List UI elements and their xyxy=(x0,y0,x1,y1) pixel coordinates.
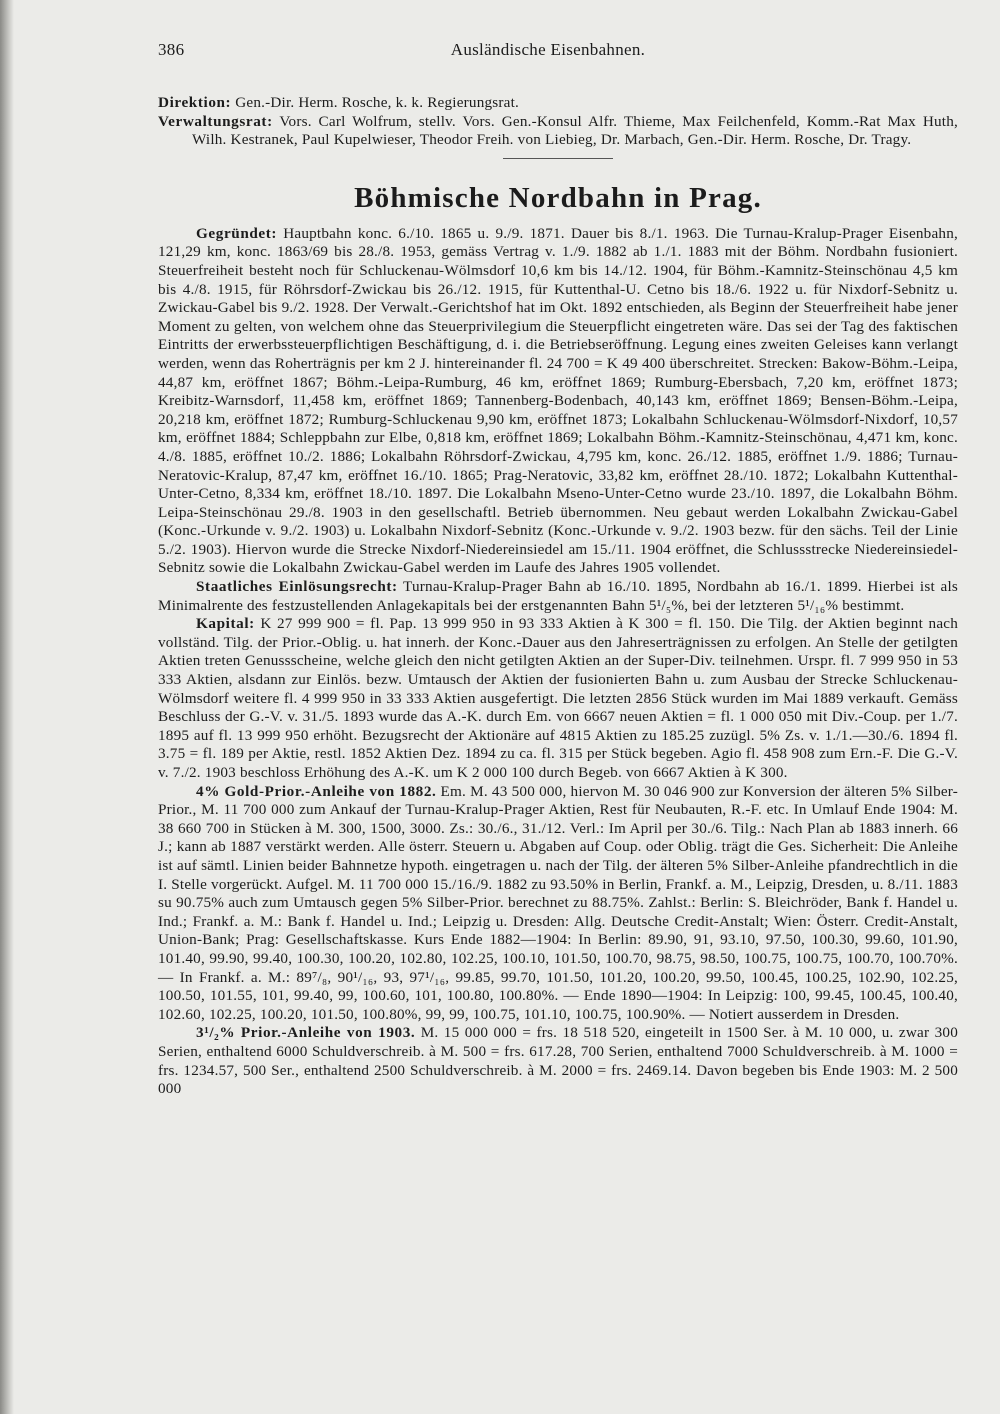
einloesung-label: Staatliches Einlösungsrecht: xyxy=(196,578,398,596)
gold-prior-text: Em. M. 43 500 000, hiervon M. 30 046 900 zur Konversion der älteren 5% Silber-Prior., M. 11 700 000 zum Ankauf der Turnau-Kralup-Prager Aktien, Rest für Neubauten, R.-F. etc. In Umlauf Ende 1904: M. 38 660 700 in Stücken à M. 300, 1500, 3000. Zs.: 30./6., 31./12. Verl.: Im April per 30./6. Tilg.: Nach Plan ab 1883 innerh. 66 J.; kann ab 1887 verstärkt werden. Alle österr. Steuern u. Abgaben auf Coup. oder Oblig. trägt die Ges. Sicherheit: Die Anleihe ist auf sämtl. Linien beider Bahnnetze hypoth. eingetragen u. nach der Tilg. der älteren 5% Silber-Anleihe pfandrechtlich in die I. Stelle vorgerückt. Aufgel. M. 11 700 000 15./16./9. 1882 zu 93.50% in Berlin, Frankf. a. M., Leipzig, Dresden, u. 8./11. 1883 su 90.75% auch zum Umtausch gegen 5% Silber-Prior. berechnet zu 88.75%. Zahlst.: Berlin: S. Bleichröder, Bank f. Handel u. Ind.; Frankf. a. M.: Bank f. Handel u. Ind.; Leipzig u. Dresden: Allg. Deutsche Credit-Anstalt; Wien: Österr. Credit-Anstalt, Union-Bank; Prag: Gesellschaftskasse. Kurs Ende 1882—1904: In Berlin: 89.90, 91, 93.10, 97.50, 100.30, 99.60, 101.90, 101.40, 99.90, 99.40, 100.30, 100.20, 102.80, 102.25, 100.10, 101.50, 100.70, 98.75, 98.50, 100.75, 100.75, 100.70, 100.70%. — In Frankf. a. M.: 89⁷/₈, 90¹/₁₆, 93, 97¹/₁₆, 99.85, 99.70, 101.50, 101.20, 100.20, 99.50, 100.45, 100.25, 102.90, 102.25, 100.50, 101.55, 101, 99.40, 99, 100.60, 101, 100.80, 100.80%. — Ende 1890—1904: In Leipzig: 100, 99.45, 100.45, 100.40, 102.60, 102.25, 100.20, 101.50, 100.80%, 99, 99, 100.75, 101.10, 100.75, 100.90%. — Notiert ausserdem in Dresden. xyxy=(158,782,959,1023)
verwaltungsrat-paragraph xyxy=(158,113,958,150)
einloesung-paragraph xyxy=(158,578,958,615)
page xyxy=(158,40,958,1099)
gegruendet-text: Hauptbahn konc. 6./10. 1865 u. 9./9. 1871. Dauer bis 8./1. 1963. Die Turnau-Kralup-Prager Eisenbahn, 121,29 km, konc. 1863/69 bis 28./8. 1953, gemäss Vertrag v. 1./9. 1882 ab 1./1. 1883 mit der Böhm. Nordbahn fusioniert. Steuerfreiheit besteht noch für Schluckenau-Wölmsdorf 10,6 km bis 14./12. 1904, für Böhm.-Kamnitz-Steinschönau 4,5 km bis 4./8. 1915, für Röhrsdorf-Zwickau bis 26./12. 1915, für Kuttenthal-U. Cetno bis 18./6. 1922 u. für Nixdorf-Sebnitz u. Zwickau-Gabel bis 9./2. 1928. Der Verwalt.-Gerichtshof hat im Okt. 1892 entschieden, als Beginn der Steuerfreiheit habe jener Moment zu gelten, von welchem ohne das Steuerprivilegium die Steuerpflicht eingetreten wäre. Das sei der Tag des faktischen Eintritts der erwerbssteuerpflichtigen Beschäftigung, d. i. die Betriebseröffnung. Legung eines zweiten Geleises kann verlangt werden, wenn das Roherträgnis per km 2 J. hintereinander fl. 24 700 = K 49 400 überschreitet. Strecken: Bakow-Böhm.-Leipa, 44,87 km, eröffnet 1867; Böhm.-Leipa-Rumburg, 46 km, eröffnet 1869; Rumburg-Ebersbach, 7,20 km, eröffnet 1873; Kreibitz-Warnsdorf, 11,458 km, eröffnet 1869; Tannenberg-Bodenbach, 40,143 km, eröffnet 1869; Bensen-Böhm.-Leipa, 20,218 km, eröffnet 1872; Rumburg-Schluckenau 9,90 km, eröffnet 1873; Lokalbahn Schluckenau-Wölmsdorf-Nixdorf, 10,57 km, eröffnet 1884; Schleppbahn zur Elbe, 0,818 km, eröffnet 1869; Lokalbahn Böhm.-Kamnitz-Steinschönau, 4,471 km, konc. 4./8. 1885, eröffnet 10./2. 1886; Lokalbahn Röhrsdorf-Zwickau, 4,795 km, konc. 26./12. 1885, eröffnet 1./9. 1886; Turnau-Neratovic-Kralup, 87,47 km, eröffnet 16./10. 1865; Prag-Neratovic, 33,82 km, eröffnet 28./10. 1872; Lokalbahn Kuttenthal-Unter-Cetno, 8,334 km, eröffnet 18./10. 1897. Die Lokalbahn Mseno-Unter-Cetno wurde 23./10. 1897, die Lokalbahn Böhm. Leipa-Steinschönau 29./8. 1903 in den gesellschaftl. Betrieb übernommen. Neu gebaut werden Lokalbahn Zwickau-Gabel (Konc.-Urkunde v. 9./2. 1903) u. Lokalbahn Nixdorf-Sebnitz (Konc.-Urkunde v. 9./2. 1903 bezw. für den sächs. Teil der Linie 5./2. 1903). Hiervon wurde die Strecke Nixdorf-Niedereinsiedel am 15./11. 1904 eröffnet, die Schlussstrecke Niedereinsiedel-Sebnitz sowie die Lokalbahn Zwickau-Gabel werden im Laufe des Jahres 1905 vollendet. xyxy=(158,224,958,577)
running-title: Ausländische Eisenbahnen. xyxy=(450,40,646,59)
page-header xyxy=(158,40,958,68)
direktion-label: Direktion: xyxy=(158,94,232,111)
section-divider xyxy=(503,158,613,159)
scan-edge xyxy=(0,0,14,1414)
kapital-label: Kapital: xyxy=(196,615,255,633)
direktion-paragraph xyxy=(158,94,958,113)
gegruendet-paragraph xyxy=(158,225,958,578)
prior-1903-label: 3¹/₂% Prior.-Anleihe von 1903. xyxy=(196,1024,416,1042)
verwaltungsrat-label: Verwaltungsrat: xyxy=(158,112,273,130)
gold-prior-paragraph xyxy=(158,783,958,1025)
verwaltungsrat-text: Vors. Carl Wolfrum, stellv. Vors. Gen.-Konsul Alfr. Thieme, Max Feilchenfeld, Komm.-Rat Max Huth, Wilh. Kestranek, Paul Kupelwieser, Theodor Freih. von Liebieg, Dr. Marbach, Gen.-Dir. Herm. Rosche, Dr. Tragy. xyxy=(192,112,958,149)
page-number: 386 xyxy=(158,40,185,59)
prior-1903-paragraph xyxy=(158,1024,958,1098)
gegruendet-label: Gegründet: xyxy=(196,224,278,242)
article-body xyxy=(158,225,958,1099)
einloesung-text: Turnau-Kralup-Prager Bahn ab 16./10. 1895, Nordbahn ab 16./1. 1899. Hierbei ist als Minimalrente des festzustellenden Anlagekapitals bei der erstgenannten Bahn 5¹/₅%, bei der letzteren 5¹/₁₆% bestimmt. xyxy=(158,578,958,614)
gold-prior-label: 4% Gold-Prior.-Anleihe von 1882. xyxy=(196,782,437,800)
article-title: Böhmische Nordbahn in Prag. xyxy=(354,181,762,214)
prior-1903-text: M. 15 000 000 = frs. 18 518 520, eingeteilt in 1500 Ser. à M. 10 000, u. zwar 300 Serien, enthaltend 6000 Schuldverschreib. à M. 500 = frs. 617.28, 700 Serien, enthaltend 7000 Schuldverschreib. à M. 1000 = frs. 1234.57, 500 Ser., enthaltend 2500 Schuldverschreib. à M. 2000 = frs. 2469.14. Davon begeben bis Ende 1903: M. 2 500 000 xyxy=(158,1024,958,1098)
kapital-text: K 27 999 900 = fl. Pap. 13 999 950 in 93 333 Aktien à K 300 = fl. 150. Die Tilg. der Aktien beginnt nach vollständ. Tilg. der Prior.-Oblig. u. hat innerh. der Konc.-Dauer aus den Jahreserträgnissen zu erfolgen. An Stelle der getilgten Aktien treten Genussscheine, welche gleich den nicht getilgten Aktien an der Super-Div. teilnehmen. Urspr. fl. 7 999 950 in 53 333 Aktien, alsdann zur Einlös. bezw. Umtausch der Aktien der fusionierten Bahn u. zum Ausbau der Strecke Schluckenau-Wölmsdorf weitere fl. 4 999 950 in 33 333 Aktien ausgefertigt. Die letzten 2856 Stück wurden im Mai 1889 verkauft. Gemäss Beschluss der G.-V. v. 31./5. 1893 wurde das A.-K. durch Em. von 6667 neuen Aktien = fl. 1 000 050 mit Div.-Coup. per 1./7. 1895 auf fl. 13 999 950 erhöht. Bezugsrecht der Aktionäre auf 4815 Aktien zu 185.25 zuzügl. 5% Zs. v. 1./1.—30./6. 1894 fl. 3.75 = fl. 189 per Aktie, restl. 1852 Aktien Dez. 1894 zu ca. fl. 315 per Stück begeben. Agio fl. 458 908 zum Ern.-F. Die G.-V. v. 7./2. 1903 beschloss Erhöhung des A.-K. um K 2 000 100 durch Begeb. von 6667 Aktien à K 300. xyxy=(158,615,958,781)
previous-entry-tail xyxy=(158,94,958,150)
direktion-text: Gen.-Dir. Herm. Rosche, k. k. Regierungsrat. xyxy=(231,94,520,111)
kapital-paragraph xyxy=(158,615,958,782)
